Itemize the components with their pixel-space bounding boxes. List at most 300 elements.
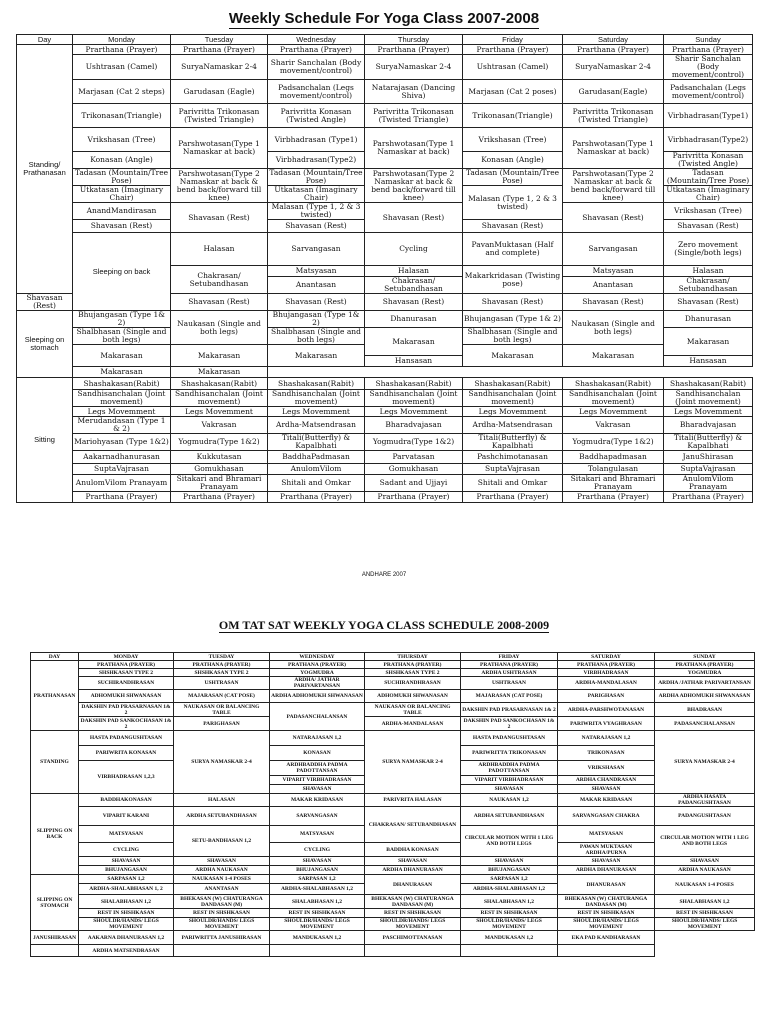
table-cell: Prarthana (Prayer) — [463, 45, 563, 55]
table-cell: Virbhadrasan(Type1) — [664, 104, 753, 128]
table-cell: Shitali and Omkar — [268, 475, 365, 492]
table-cell: Gomukhasan — [365, 464, 463, 475]
table-row — [31, 703, 755, 717]
table-cell: NAUKASAN OR BALANCING TABLE — [365, 703, 461, 717]
table-cell: Shashakasan(Rabit) — [463, 378, 563, 390]
table-cell: Shavasan (Rest) — [268, 220, 365, 233]
table-row — [17, 451, 753, 464]
column-header-tuesday: TUESDAY — [174, 653, 270, 661]
table-cell: Yogmudra(Type 1&2) — [365, 434, 463, 451]
table-cell: MANDUKASAN 1,2 — [270, 931, 365, 945]
section-label: Sitting — [17, 378, 73, 503]
table-cell: SHAVASAN — [79, 857, 174, 866]
table-cell: ARDHA ADHOMUKH SHWANASAN — [655, 690, 755, 703]
table-cell: DAKSHIN PAD PRASARNASAN 1& 2 — [79, 703, 174, 717]
table-cell: Shalbhasan (Single and both legs) — [73, 328, 171, 345]
table-header-row — [17, 35, 753, 45]
table-cell: ARDHA NAUKASAN — [174, 866, 270, 875]
table-cell: PARIWRITA KONASAN — [79, 746, 174, 761]
table-cell: ARDHA-SHALABHASAN 1,2 — [270, 884, 365, 895]
table-cell: MATSYASAN — [270, 826, 365, 843]
column-header-monday: Monday — [73, 35, 171, 45]
table-cell: Vrikshasan (Tree) — [463, 128, 563, 152]
table-cell: SARVANGASAN CHAKRA — [558, 807, 655, 826]
table-cell: ARDHA DHANURASAN — [365, 866, 461, 875]
table-row — [17, 45, 753, 55]
table-cell: HASTA PADANGUSHTASAN — [461, 731, 558, 746]
table-cell: Yogmudra(Type 1&2) — [171, 434, 268, 451]
table-cell: Titali(Butterfly) & Kapalbhati — [268, 434, 365, 451]
table-cell: Shashakasan(Rabit) — [563, 378, 664, 390]
table-cell — [461, 945, 558, 957]
table-cell: HASTA PADANGUSHTASAN — [79, 731, 174, 746]
table-cell: Bhujangasan (Type 1& 2) — [73, 311, 171, 328]
section-label: STANDING — [31, 731, 79, 794]
table-cell: SARVANGASAN — [270, 807, 365, 826]
table-cell: Aakarnadhanurasan — [73, 451, 171, 464]
table-cell: ARDHA DHANURASAN — [558, 866, 655, 875]
table-cell: NAUKASAN 1-4 POSES — [655, 875, 755, 895]
table-cell: SHOULDR/HANDS/ LEGS MOVEMENT — [79, 918, 174, 931]
table-cell: Merudandasan (Type 1 & 2) — [73, 417, 171, 434]
table-cell: Titali(Butterfly) & Kapalbhati — [664, 434, 753, 451]
table-cell: Utkatasan (Imaginary Chair) — [268, 186, 365, 203]
table-cell: SETU-BANDHASAN 1,2 — [174, 826, 270, 857]
table-row — [17, 434, 753, 451]
table-cell: Marjasan (Cat 2 steps) — [73, 80, 171, 104]
table-row — [31, 866, 755, 875]
table-row — [17, 407, 753, 417]
table-cell: BaddhaPadmasan — [268, 451, 365, 464]
table-row — [31, 794, 755, 807]
table-cell: Sitakari and Bhramari Pranayam — [171, 475, 268, 492]
table-cell: Dhanurasan — [365, 311, 463, 328]
table-cell: Shavasan (Rest) — [17, 294, 73, 311]
table-cell: Naukasan (Single and both legs) — [563, 311, 664, 345]
table-cell: Utkatasan (Imaginary Chair) — [664, 186, 753, 203]
table-row — [17, 203, 753, 220]
table-cell: Natarajasan (Dancing Shiva) — [365, 80, 463, 104]
table-cell: REST IN SHSHKASAN — [79, 909, 174, 918]
column-header-sunday: Sunday — [664, 35, 753, 45]
table-cell: NAUKASAN OR BALANCING TABLE — [174, 703, 270, 717]
table-row — [31, 945, 755, 957]
table-cell: Pashchimotanasan — [463, 451, 563, 464]
table-cell: SuryaNamaskar 2-4 — [365, 55, 463, 80]
table-cell: BHUJANGASAN — [461, 866, 558, 875]
table-cell: Prarthana (Prayer) — [463, 492, 563, 503]
table-cell: SHOULDR/HANDS/ LEGS MOVEMENT — [558, 918, 655, 931]
table-cell: VIPARIT VIRBHADRASAN — [461, 776, 558, 785]
table-cell: Shavasan (Rest) — [171, 203, 268, 233]
table-cell: PRATHANA (PRAYER) — [79, 661, 174, 669]
table-cell: Baddhapadmasan — [563, 451, 664, 464]
table-cell: BADDHAKONASAN — [79, 794, 174, 807]
table-cell: BHEKASAN (W) CHATURANGA DANDASAN (M) — [174, 895, 270, 909]
table-cell: MAJARASAN (CAT POSE) — [174, 690, 270, 703]
table-cell: REST IN SHSHKASAN — [365, 909, 461, 918]
table-cell: TRIKONASAN — [558, 746, 655, 761]
table-cell: Dhanurasan — [664, 311, 753, 328]
column-header-thursday: Thursday — [365, 35, 463, 45]
column-header-thursday: THURSDAY — [365, 653, 461, 661]
table-cell: PADASANCHALANSAN — [655, 717, 755, 731]
table-cell: Sarvangasan — [268, 233, 365, 266]
column-header-day: Day — [17, 35, 73, 45]
table-cell: ARDHBADDHA PADMA PADOTTANSAN — [270, 761, 365, 776]
table-cell: Virbhadrasan(Type2) — [268, 152, 365, 169]
table-cell: Kukkutasan — [171, 451, 268, 464]
table-row — [17, 311, 753, 328]
table-cell — [31, 945, 79, 957]
table-cell: PARIWRITTA JANUSHIRASAN — [174, 931, 270, 945]
table-row — [17, 464, 753, 475]
table-cell: Padsanchalan (Legs movement/control) — [664, 80, 753, 104]
table-cell: SURYA NAMASKAR 2-4 — [365, 731, 461, 794]
table-cell: CHAKRASAN/ SETUBANDHASAN — [365, 807, 461, 843]
schedule-title-2007: Weekly Schedule For Yoga Class 2007-2008 — [228, 10, 540, 27]
table-cell: PAWAN MUKTASAN ARDHA/PURNA — [558, 843, 655, 857]
table-cell: PRATHANA (PRAYER) — [461, 661, 558, 669]
table-cell: VIRBHADRASAN 1,2,3 — [79, 761, 174, 794]
table-cell: Parshwotasan(Type 1 Namaskar at back) — [171, 128, 268, 169]
column-header-friday: Friday — [463, 35, 563, 45]
table-cell: Shavasan (Rest) — [563, 203, 664, 233]
table-cell: Hansasan — [664, 356, 753, 367]
table-cell: Virbhadrasan(Type2) — [664, 128, 753, 152]
section-label: SLIPPING ON STOMACH — [31, 875, 79, 931]
table-cell: PADASANCHALANSAN — [270, 703, 365, 731]
table-cell: Chakrasan/ Setubandhasan — [365, 277, 463, 294]
section-label: SLIPPING ON BACK — [31, 794, 79, 875]
table-cell: MATSYASAN — [558, 826, 655, 843]
table-row — [17, 104, 753, 128]
section-label: Sleeping on back — [73, 233, 171, 311]
table-row — [31, 807, 755, 826]
table-cell: Legs Movemment — [171, 407, 268, 417]
table-cell: Shalbhasan (Single and both legs) — [268, 328, 365, 345]
table-cell: SHAVASAN — [365, 857, 461, 866]
table-cell: Vakrasan — [171, 417, 268, 434]
table-cell: Bhujangasan (Type 1& 2) — [463, 311, 563, 328]
table-cell: MATSYASAN — [79, 826, 174, 843]
table-cell: SHOULDR/HANDS/ LEGS MOVEMENT — [461, 918, 558, 931]
table-cell: Naukasan (Single and both legs) — [171, 311, 268, 345]
table-cell: ADHOMUKH SHWANASAN — [365, 690, 461, 703]
table-row — [31, 909, 755, 918]
table-cell: SHAVASAN — [558, 857, 655, 866]
table-cell: Sandhisanchalan (Joint movement) — [563, 390, 664, 407]
table-row — [31, 857, 755, 866]
table-cell: ARDHA NAUKASAN — [655, 866, 755, 875]
table-cell: Hansasan — [365, 356, 463, 367]
table-cell: AnulomVilom Pranayam — [664, 475, 753, 492]
table-cell: SUCHIRANDHRASAN — [79, 677, 174, 690]
table-cell: REST IN SHSHKASAN — [558, 909, 655, 918]
author-footer: ANDHARE 2007 — [361, 572, 407, 578]
table-cell: Parshwotasan(Type 2 Namaskar at back & bend back/forward till knee) — [365, 169, 463, 203]
table-cell: ARDHA/ JATHAR PARIVARTANSAN — [270, 677, 365, 690]
table-cell: Makarasan — [171, 367, 268, 378]
table-cell: BHEKASAN (W) CHATURANGA DANDASAN (M) — [365, 895, 461, 909]
table-cell: NATARAJASAN 1,2 — [270, 731, 365, 746]
table-cell: ARDHA USHTRASAN — [461, 669, 558, 677]
table-row — [31, 843, 755, 857]
table-cell: SHSHKASAN TYPE 2 — [174, 669, 270, 677]
table-cell: JanuShirasan — [664, 451, 753, 464]
table-cell: Legs Movemment — [365, 407, 463, 417]
table-cell: Tadasan (Mountain/Tree Pose) — [269, 168, 363, 185]
table-cell: Parshwotasan(Type 2 Namaskar at back & bend back/forward till knee) — [563, 169, 664, 203]
table-cell: Mariohyasan (Type 1&2) — [73, 434, 171, 451]
table-cell: Parivritta Trikonasan (Twisted Triangle) — [563, 104, 664, 128]
table-cell: PRATHANA (PRAYER) — [655, 661, 755, 669]
table-cell: SURYA NAMASKAR 2-4 — [174, 731, 270, 794]
table-cell: Shavasan (Rest) — [73, 220, 171, 233]
table-cell: AnulomVilom — [268, 464, 365, 475]
table-cell: SARPASAN 1,2 — [270, 875, 365, 884]
table-cell: KONASAN — [270, 746, 365, 761]
table-cell: Sharir Sanchalan (Body movement/control) — [664, 55, 753, 80]
column-header-wednesday: WEDNESDAY — [270, 653, 365, 661]
table-cell: ARDHA HASATA PADANGUSHTASAN — [655, 794, 755, 807]
table-cell: Halasan — [664, 266, 753, 277]
column-header-friday: FRIDAY — [461, 653, 558, 661]
table-cell: Vakrasan — [563, 417, 664, 434]
table-cell: Trikonasan(Triangle) — [73, 104, 171, 128]
table-cell: USHTRASAN — [461, 677, 558, 690]
table-cell: Ardha-Matsendrasan — [268, 417, 365, 434]
table-row — [31, 931, 755, 945]
table-cell: ARDHA /JATHAR PARIVARTANSAN — [655, 677, 755, 690]
table-cell: Marjasan (Cat 2 poses) — [463, 80, 563, 104]
table-cell: Trikonasan(Triangle) — [463, 104, 563, 128]
table-cell: ARDHA-SHALABHASAN 1, 2 — [79, 884, 174, 895]
table-cell: VIRBHADRASAN — [558, 669, 655, 677]
table-cell: HALASAN — [174, 794, 270, 807]
table-cell: Shashakasan(Rabit) — [365, 378, 463, 390]
table-cell: Titali(Butterfly) & Kapalbhati — [463, 434, 563, 451]
table-cell: Legs Movemment — [664, 407, 753, 417]
table-cell: Shavasan (Rest) — [463, 220, 563, 233]
table-cell: Konasan (Angle) — [73, 152, 171, 169]
table-cell: MAKAR KRIDASAN — [270, 794, 365, 807]
table-cell: SHOULDR/HANDS/ LEGS MOVEMENT — [365, 918, 461, 931]
table-cell: NAUKASAN 1,2 — [461, 794, 558, 807]
table-cell: PRATHANA (PRAYER) — [558, 661, 655, 669]
table-cell: CIRCULAR MOTION WITH 1 LEG AND BOTH LEGS — [461, 826, 558, 857]
table-cell: Tadasan (Mountain/Tree Pose) — [463, 169, 563, 186]
schedule-title-2008: OM TAT SAT WEEKLY YOGA CLASS SCHEDULE 2008-2009 — [218, 618, 550, 632]
table-cell: MAJARASAN (CAT POSE) — [461, 690, 558, 703]
table-cell: DAKSHIN PAD SANKOCHASAN 1& 2 — [79, 717, 174, 731]
table-cell: Shavasan (Rest) — [268, 294, 365, 311]
table-cell: Parvatasan — [365, 451, 463, 464]
table-cell: Anantasan — [268, 277, 365, 294]
table-cell: Parshwotasan(Type 1 Namaskar at back) — [365, 128, 463, 169]
table-cell: Sandhisanchalan (Joint movement) — [73, 390, 171, 407]
table-cell: Sandhisanchalan (Joint movement) — [664, 390, 753, 407]
table-cell: NAUKASAN 1-4 POSES — [174, 875, 270, 884]
column-header-day: DAY — [31, 653, 79, 661]
table-cell: Legs Movemment — [463, 407, 563, 417]
table-row — [17, 475, 753, 492]
table-cell: Shashakasan(Rabit) — [268, 378, 365, 390]
table-cell: PADANGUSHTASAN — [655, 807, 755, 826]
table-row — [17, 169, 753, 186]
table-cell: SARPASAN 1,2 — [461, 875, 558, 884]
schedule-table-2007 — [16, 34, 753, 503]
table-cell: Prarthana (Prayer) — [73, 45, 171, 55]
table-cell: SHSHKASAN TYPE 2 — [365, 669, 461, 677]
table-row — [31, 731, 755, 746]
table-cell — [365, 945, 461, 957]
section-label: Sleeping on stomach — [17, 311, 73, 378]
table-cell: Sitakari and Bhramari Pranayam — [563, 475, 664, 492]
table-cell: Malasan (Type 1, 2 & 3 twisted) — [463, 186, 563, 220]
table-row — [17, 492, 753, 503]
table-cell: Makarkridasan (Twisting pose) — [463, 266, 563, 294]
table-cell: Parivritta Trikonasan (Twisted Triangle) — [365, 104, 463, 128]
table-cell: EKA PAD KANDHARASAN — [558, 931, 655, 945]
table-row — [31, 895, 755, 909]
table-cell: PARIGHASAN — [558, 690, 655, 703]
table-cell: Shavasan (Rest) — [563, 294, 664, 311]
column-header-saturday: SATURDAY — [558, 653, 655, 661]
table-row — [17, 80, 753, 104]
table-cell: PRATHANA (PRAYER) — [270, 661, 365, 669]
table-cell: Chakrasan/ Setubandhasan — [171, 266, 268, 294]
table-cell: Konasan (Angle) — [463, 152, 563, 169]
table-cell: Shavasan (Rest) — [171, 294, 268, 311]
table-cell: Sarvangasan — [563, 233, 664, 266]
table-cell: PARIWRITA VYAGHRASAN — [558, 717, 655, 731]
table-cell: VIPARIT VIRBHADRASAN — [270, 776, 365, 785]
table-cell: Bharadvajasan — [664, 417, 753, 434]
table-row — [17, 417, 753, 434]
table-cell: SHALABHASAN 1,2 — [655, 895, 755, 909]
column-header-wednesday: Wednesday — [268, 35, 365, 45]
table-cell — [270, 945, 365, 957]
table-cell: ARDHA MATSENDRASAN — [79, 945, 174, 957]
table-row — [31, 875, 755, 884]
table-cell: DHANURASAN — [558, 875, 655, 895]
table-cell: Makarasan — [664, 328, 753, 356]
table-cell: Prarthana (Prayer) — [664, 45, 753, 55]
table-cell: Parivritta Konasan (Twisted Angle) — [268, 104, 365, 128]
table-cell: Makarasan — [563, 345, 664, 367]
table-cell: Legs Movemment — [73, 407, 171, 417]
table-cell: PARIGHASAN — [174, 717, 270, 731]
table-cell: Makarasan — [268, 345, 365, 367]
table-cell: Cycling — [365, 233, 463, 266]
table-cell: Shashakasan(Rabit) — [171, 378, 268, 390]
table-row — [31, 690, 755, 703]
table-cell: PARIWRITTA TRIKONASAN — [461, 746, 558, 761]
table-cell: Yogmudra(Type 1&2) — [563, 434, 664, 451]
table-cell: MANDUKASAN 1,2 — [461, 931, 558, 945]
table-cell: Malasan (Type 1, 2 & 3 twisted) — [268, 203, 365, 220]
table-cell: Parivritta Trikonasan (Twisted Triangle) — [171, 104, 268, 128]
table-cell: SURYA NAMASKAR 2-4 — [655, 731, 755, 794]
table-cell: CIRCULAR MOTION WITH 1 LEG AND BOTH LEGS — [655, 826, 755, 857]
table-cell: Shashakasan(Rabit) — [73, 378, 171, 390]
table-cell: PRATHANA (PRAYER) — [174, 661, 270, 669]
table-row — [31, 661, 755, 669]
table-cell: CYCLING — [270, 843, 365, 857]
table-cell: SHAVASAN — [270, 785, 365, 794]
table-cell: Shavasan (Rest) — [365, 294, 463, 311]
table-cell: SHAVASAN — [655, 857, 755, 866]
table-cell: MAKAR KRIDASAN — [558, 794, 655, 807]
table-cell: Sandhisanchalan (Joint movement) — [268, 390, 365, 407]
table-row — [17, 233, 753, 266]
table-cell: ARDHA SETUBANDHASAN — [461, 807, 558, 826]
column-header-tuesday: Tuesday — [171, 35, 268, 45]
section-label: Standing/ Prathanasan — [17, 45, 73, 294]
table-cell: Bharadvajasan — [365, 417, 463, 434]
table-cell: ARDHA SETUBANDHASAN — [174, 807, 270, 826]
table-cell: Makarasan — [73, 345, 171, 367]
table-cell: Makarasan — [171, 345, 268, 367]
table-cell: DAKSHIN PAD SANKOCHASAN 1& 2 — [461, 717, 558, 731]
table-cell: SHAVASAN — [558, 785, 655, 794]
table-cell: SuptaVajrasan — [73, 464, 171, 475]
table-cell: Ardha-Matsendrasan — [463, 417, 563, 434]
table-cell: SHSHKASAN TYPE 2 — [79, 669, 174, 677]
table-cell: Makarasan — [365, 328, 463, 356]
table-cell: PARIVRITA HALASAN — [365, 794, 461, 807]
table-cell: SHAVASAN — [461, 857, 558, 866]
table-cell: Utkatasan (Imaginary Chair) — [73, 186, 171, 203]
table-cell: REST IN SHSHKASAN — [174, 909, 270, 918]
table-cell: Prarthana (Prayer) — [73, 492, 171, 503]
table-cell: Parivritta Konasan (Twisted Angle) — [664, 152, 753, 169]
table-cell: YOGMUDRA — [270, 669, 365, 677]
table-cell: BHUJANGASAN — [270, 866, 365, 875]
table-cell: AAKARNA DHANURASAN 1,2 — [79, 931, 174, 945]
table-cell: Sandhisanchalan (Joint movement) — [171, 390, 268, 407]
table-cell: PRATHANA (PRAYER) — [365, 661, 461, 669]
table-cell: Shitali and Omkar — [463, 475, 563, 492]
table-cell: Sharir Sanchalan (Body movement/control) — [268, 55, 365, 80]
table-cell: Parshwotasan(Type 2 Namaskar at back & bend back/forward till knee) — [171, 169, 268, 203]
table-header-row — [31, 653, 755, 661]
table-cell: Shavasan (Rest) — [664, 220, 753, 233]
table-cell: Prarthana (Prayer) — [563, 45, 664, 55]
column-header-sunday: SUNDAY — [655, 653, 755, 661]
table-row — [17, 367, 753, 378]
table-cell: Zero movement (Single/both legs) — [664, 233, 753, 266]
table-cell: ARDHA-SHALABHASAN 1,2 — [461, 884, 558, 895]
table-cell: JANUSHIRASAN — [31, 931, 79, 945]
table-cell: CYCLING — [79, 843, 174, 857]
table-row — [17, 378, 753, 390]
table-cell: SuptaVajrasan — [664, 464, 753, 475]
table-cell: Legs Movemment — [268, 407, 365, 417]
table-cell: Shalbhasan (Single and both legs) — [463, 328, 563, 345]
table-cell: SHALABHASAN 1,2 — [461, 895, 558, 909]
column-header-saturday: Saturday — [563, 35, 664, 45]
table-cell: Makarasan — [463, 345, 563, 367]
table-cell: Chakrasan/ Setubandhasan — [664, 277, 753, 294]
table-row — [17, 128, 753, 152]
column-header-monday: MONDAY — [79, 653, 174, 661]
table-cell: Shavasan (Rest) — [664, 294, 753, 311]
table-cell: Ushtrasan (Camel) — [463, 55, 563, 80]
table-cell: SHOULDR/HANDS/ LEGS MOVEMENT — [174, 918, 270, 931]
table-cell: Prarthana (Prayer) — [171, 45, 268, 55]
